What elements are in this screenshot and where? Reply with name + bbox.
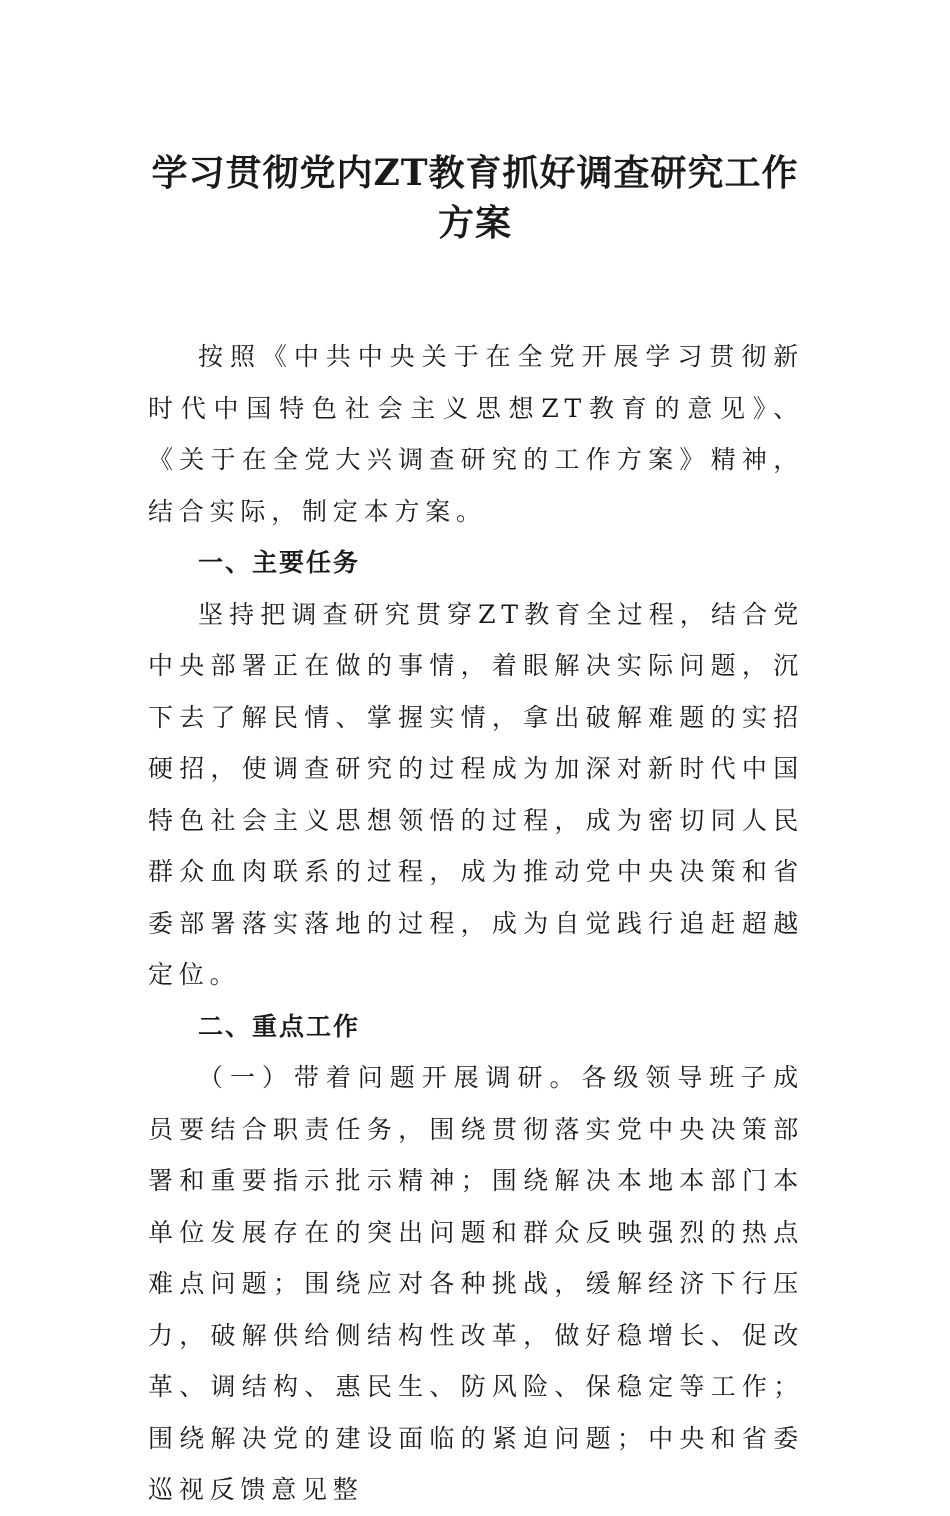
intro-paragraph: 按照《中共中央关于在全党开展学习贯彻新时代中国特色社会主义思想ZT教育的意见》、《关于在全党大兴调查研究的工作方案》精神，结合实际，制定本方案。 [148,342,804,526]
key-work-paragraph: （一）带着问题开展调研。各级领导班子成员要结合职责任务，围绕贯彻落实党中央决策部署和重要指示批示精神；围绕解决本地本部门本单位发展存在的突出问题和群众反映强烈的热点难点问题；围绕应对各种挑战，缓解经济下行压力，破解供给侧结构性改革，做好稳增长、促改革、调结构、惠民生、防风险、保稳定等工作；围绕解决党的建设面临的紧迫问题；中央和省委巡视反馈意见整 [148,1063,804,1504]
main-tasks-paragraph: 坚持把调查研究贯穿ZT教育全过程，结合党中央部署正在做的事情，着眼解决实际问题，沉下去了解民情、掌握实情，拿出破解难题的实招硬招，使调查研究的过程成为加深对新时代中国特色社会主义思想领悟的过程，成为密切同人民群众血肉联系的过程，成为推动党中央决策和省委部署落实落地的过程，成为自觉践行追赶超越定位。 [148,599,804,989]
section-heading-main-tasks: 一、主要任务 [198,548,361,577]
section-heading-key-work: 二、重点工作 [198,1011,361,1041]
document-title: 学习贯彻党内ZT教育抓好调查研究工作方案 [151,152,799,244]
document-body [148,331,804,1516]
